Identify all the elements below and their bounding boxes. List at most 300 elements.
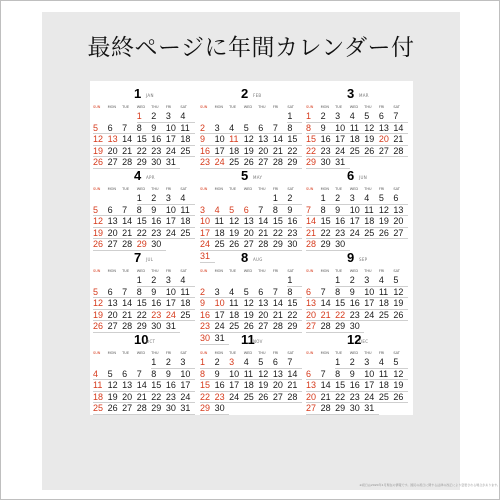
day-cell: 11 [180,205,195,217]
weekday-header-row [200,104,302,110]
weekday-label: MON [107,351,116,355]
day-cell: 5 [364,111,379,123]
day-cell: 14 [321,298,336,310]
month-number: 11 [241,332,255,347]
day-cell: 15 [137,216,152,228]
day-cell: 29 [287,321,302,333]
day-cell: 23 [321,146,336,158]
day-cell: 20 [379,134,394,146]
day-cell: 26 [93,157,108,169]
day-cell: 6 [258,123,273,135]
day-cell: 6 [306,287,321,299]
day-cell: 2 [287,193,302,205]
weekday-label: WED [349,269,359,273]
weekday-label: SUN [200,351,208,355]
month-header [93,251,195,265]
day-cell: 21 [122,228,137,240]
day-cell: 23 [151,310,166,322]
day-cell: 6 [306,369,321,381]
day-cell: 2 [200,123,215,135]
day-cell: 19 [393,298,408,310]
day-cell: 19 [379,216,394,228]
weekday-label: THU [364,351,372,355]
day-cell: 27 [306,403,321,415]
weekday-label: FRI [165,105,172,109]
day-cell: 15 [306,134,321,146]
day-cell: 24 [180,392,195,404]
day-cell: 7 [122,123,137,135]
empty-cell [108,357,123,369]
day-cell: 10 [180,369,195,381]
weekday-header-row [306,350,408,356]
day-cell: 22 [151,392,166,404]
day-cell: 11 [379,287,394,299]
day-cell: 30 [151,321,166,333]
day-cell: 10 [364,369,379,381]
weekday-label: TUE [335,269,343,273]
weekday-label: WED [243,351,253,355]
month-name: JAN [146,93,154,98]
weekday-label: MON [214,351,223,355]
weekday-label: TUE [229,269,237,273]
day-cell: 6 [273,357,288,369]
day-cell: 18 [93,392,108,404]
weekday-label: THU [151,269,159,273]
day-cell: 13 [108,134,123,146]
day-cell: 29 [306,157,321,169]
day-cell: 2 [321,111,336,123]
day-cell: 31 [166,157,181,169]
day-cell: 9 [151,287,166,299]
day-cell: 22 [287,310,302,322]
empty-cell [258,193,273,205]
day-cell: 8 [137,287,152,299]
day-cell: 25 [180,310,195,322]
day-cell: 22 [137,310,152,322]
day-cell: 29 [137,157,152,169]
calendar-sheet [90,81,500,487]
day-cell: 15 [287,298,302,310]
month-header [306,169,408,183]
month-header [306,251,408,265]
day-cell: 28 [122,239,137,251]
day-cell: 1 [273,193,288,205]
day-cell: 1 [287,275,302,287]
day-cell: 23 [151,228,166,240]
weekday-label: THU [364,187,372,191]
day-cell: 16 [200,146,215,158]
day-cell: 23 [151,146,166,158]
day-cell: 5 [229,205,244,217]
month-block [306,251,408,333]
day-cell: 22 [321,228,336,240]
day-cell: 29 [335,321,350,333]
day-cell: 22 [200,392,215,404]
weekday-label: SUN [306,105,314,109]
day-cell: 18 [180,216,195,228]
day-cell: 20 [273,380,288,392]
day-cell: 8 [287,123,302,135]
day-cell: 3 [166,193,181,205]
day-cell: 28 [137,403,152,415]
day-cell: 27 [108,321,123,333]
day-cell: 5 [93,123,108,135]
day-cell: 17 [215,146,230,158]
day-cell: 26 [93,321,108,333]
empty-cell [93,193,108,205]
day-cell: 9 [151,123,166,135]
day-cell: 14 [273,134,288,146]
weekday-label: FRI [378,187,385,191]
weekday-label: FRI [165,351,172,355]
day-cell: 15 [137,134,152,146]
empty-cell [244,111,259,123]
month-block [93,251,195,333]
day-cell: 14 [273,298,288,310]
day-cell: 19 [244,310,259,322]
weekday-header-row [93,186,195,192]
weekday-label: SAT [393,187,400,191]
month-header [93,87,195,101]
day-cell: 25 [215,239,230,251]
day-cell: 17 [364,298,379,310]
day-cell: 26 [93,239,108,251]
day-cell: 27 [244,239,259,251]
day-cell: 14 [393,123,408,135]
month-number: 10 [134,332,149,347]
day-cell: 14 [321,380,336,392]
day-cell: 24 [229,392,244,404]
weekday-label: TUE [122,187,130,191]
weekday-label: SUN [200,187,208,191]
weekday-label: SAT [287,105,294,109]
day-cell: 7 [122,287,137,299]
day-cell: 25 [229,321,244,333]
day-cell: 30 [200,333,215,345]
day-cell: 13 [306,298,321,310]
day-cell: 3 [166,111,181,123]
day-cell: 26 [393,310,408,322]
day-cell: 20 [258,310,273,322]
day-cell: 3 [229,357,244,369]
weekday-label: TUE [229,187,237,191]
day-cell: 17 [166,134,181,146]
day-cell: 3 [364,357,379,369]
weekday-label: SUN [200,269,208,273]
day-cell: 26 [258,392,273,404]
day-cell: 25 [93,403,108,415]
month-header [93,169,195,183]
day-cell: 11 [229,134,244,146]
day-cell: 3 [215,287,230,299]
day-cell: 7 [273,123,288,135]
day-cell: 8 [321,205,336,217]
empty-cell [200,193,215,205]
day-cell: 27 [379,146,394,158]
day-cell: 2 [350,275,365,287]
month-header [200,87,302,101]
empty-cell [93,111,108,123]
month-block [306,87,408,169]
weekday-header-row [200,186,302,192]
day-cell: 10 [350,205,365,217]
day-cell: 23 [200,321,215,333]
day-cell: 26 [393,392,408,404]
weekday-label: WED [349,105,359,109]
day-cell: 9 [335,205,350,217]
day-cell: 25 [244,392,259,404]
day-cell: 19 [108,392,123,404]
weekday-label: MON [320,105,329,109]
weekday-label: MON [320,351,329,355]
day-cell: 2 [350,357,365,369]
month-header [200,251,302,265]
day-cell: 20 [393,216,408,228]
day-cell: 21 [287,380,302,392]
day-cell: 13 [122,380,137,392]
day-cell: 7 [393,111,408,123]
day-cell: 19 [93,310,108,322]
day-cell: 25 [364,228,379,240]
day-cell: 23 [287,228,302,240]
day-cell: 5 [108,369,123,381]
day-cell: 4 [379,275,394,287]
month-header [306,333,408,347]
day-cell: 22 [137,228,152,240]
empty-cell [93,357,108,369]
day-cell: 29 [151,403,166,415]
weekday-label: SUN [93,351,101,355]
day-cell: 28 [258,239,273,251]
empty-cell [229,193,244,205]
day-cell: 20 [244,228,259,240]
month-name: SEP [359,257,368,262]
empty-cell [215,111,230,123]
day-cell: 20 [258,146,273,158]
day-cell: 4 [364,193,379,205]
day-cell: 15 [321,216,336,228]
empty-cell [229,275,244,287]
weekday-header-row [306,268,408,274]
day-cell: 7 [273,287,288,299]
day-cell: 11 [215,216,230,228]
day-cell: 1 [335,275,350,287]
day-cell: 16 [151,216,166,228]
day-cell: 20 [306,392,321,404]
weekday-label: SAT [180,105,187,109]
month-header [200,169,302,183]
day-cell: 13 [108,216,123,228]
month-number: 5 [241,168,249,183]
day-cell: 16 [350,298,365,310]
day-cell: 27 [306,321,321,333]
day-cell: 25 [379,310,394,322]
day-cell: 30 [151,239,166,251]
month-name: DEC [359,339,369,344]
day-cell: 4 [180,111,195,123]
weekday-label: THU [258,187,266,191]
weekday-label: SUN [93,187,101,191]
day-cell: 6 [108,123,123,135]
day-cell: 15 [151,380,166,392]
month-number: 9 [347,250,355,265]
day-cell: 9 [151,205,166,217]
day-cell: 31 [180,403,195,415]
day-cell: 31 [215,333,230,345]
day-cell: 23 [215,392,230,404]
day-cell: 19 [393,380,408,392]
day-cell: 23 [350,310,365,322]
day-cell: 22 [273,228,288,240]
empty-cell [273,111,288,123]
day-cell: 8 [200,369,215,381]
day-cell: 7 [321,369,336,381]
day-cell: 2 [335,193,350,205]
weekday-label: FRI [272,269,279,273]
day-cell: 9 [350,287,365,299]
day-cell: 28 [306,239,321,251]
day-cell: 5 [379,193,394,205]
day-cell: 31 [166,321,181,333]
weekday-label: SUN [93,269,101,273]
weekday-label: MON [320,187,329,191]
day-cell: 23 [200,157,215,169]
day-cell: 28 [287,392,302,404]
day-cell: 24 [364,310,379,322]
day-cell: 27 [108,239,123,251]
day-cell: 14 [122,216,137,228]
day-cell: 2 [215,357,230,369]
day-cell: 3 [215,123,230,135]
day-cell: 17 [364,380,379,392]
day-cell: 2 [151,111,166,123]
day-cell: 30 [151,157,166,169]
day-cell: 8 [287,287,302,299]
day-cell: 6 [122,369,137,381]
day-cell: 13 [379,123,394,135]
day-cell: 10 [200,216,215,228]
day-cell: 5 [93,287,108,299]
day-cell: 15 [335,298,350,310]
day-cell: 18 [229,310,244,322]
day-grid [93,193,195,251]
day-cell: 4 [244,357,259,369]
weekday-label: WED [243,269,253,273]
day-cell: 29 [137,239,152,251]
day-cell: 17 [166,216,181,228]
day-cell: 25 [379,392,394,404]
day-cell: 18 [379,298,394,310]
weekday-label: SUN [93,105,101,109]
empty-cell [137,357,152,369]
day-cell: 5 [244,287,259,299]
day-cell: 11 [364,205,379,217]
day-cell: 16 [215,380,230,392]
weekday-label: THU [364,269,372,273]
day-grid [306,111,408,169]
empty-cell [258,275,273,287]
day-cell: 17 [335,134,350,146]
day-cell: 21 [273,310,288,322]
weekday-label: WED [243,105,253,109]
weekday-label: SUN [200,105,208,109]
day-cell: 11 [244,369,259,381]
day-cell: 11 [180,287,195,299]
day-cell: 16 [335,216,350,228]
day-cell: 2 [151,193,166,205]
empty-cell [306,275,321,287]
day-cell: 15 [200,380,215,392]
weekday-label: SAT [180,187,187,191]
weekday-label: THU [151,351,159,355]
month-name: MAR [359,93,369,98]
day-grid [306,193,408,251]
weekday-label: MON [214,187,223,191]
day-cell: 14 [122,134,137,146]
weekday-label: SUN [306,351,314,355]
weekday-header-row [93,104,195,110]
day-cell: 9 [200,298,215,310]
day-cell: 10 [335,123,350,135]
day-cell: 13 [306,380,321,392]
day-cell: 13 [258,134,273,146]
day-cell: 17 [350,216,365,228]
weekday-label: FRI [165,269,172,273]
weekday-label: FRI [272,105,279,109]
day-cell: 6 [108,287,123,299]
day-cell: 18 [215,228,230,240]
weekday-label: WED [243,187,253,191]
day-cell: 7 [137,369,152,381]
month-header [200,333,302,347]
day-cell: 7 [306,205,321,217]
empty-cell [122,275,137,287]
day-cell: 21 [321,310,336,322]
day-cell: 21 [137,392,152,404]
day-cell: 13 [244,216,259,228]
day-grid [200,357,302,415]
day-cell: 30 [321,157,336,169]
month-name: MAY [253,175,263,180]
day-grid [93,275,195,333]
day-cell: 12 [393,369,408,381]
day-cell: 1 [200,357,215,369]
weekday-header-row [306,186,408,192]
day-cell: 31 [364,403,379,415]
weekday-label: SAT [287,187,294,191]
empty-cell [93,275,108,287]
day-cell: 10 [166,287,181,299]
day-grid [306,357,408,415]
day-cell: 3 [335,111,350,123]
day-cell: 19 [229,228,244,240]
day-cell: 3 [180,357,195,369]
day-cell: 9 [215,369,230,381]
day-cell: 19 [364,134,379,146]
day-cell: 9 [321,123,336,135]
day-cell: 28 [321,403,336,415]
day-cell: 5 [244,123,259,135]
day-cell: 8 [137,123,152,135]
empty-cell [122,357,137,369]
month-name: NOV [253,339,263,344]
day-cell: 30 [335,239,350,251]
weekday-label: FRI [272,351,279,355]
day-cell: 30 [350,403,365,415]
day-cell: 24 [335,146,350,158]
month-name: FEB [253,93,262,98]
day-cell: 12 [229,216,244,228]
